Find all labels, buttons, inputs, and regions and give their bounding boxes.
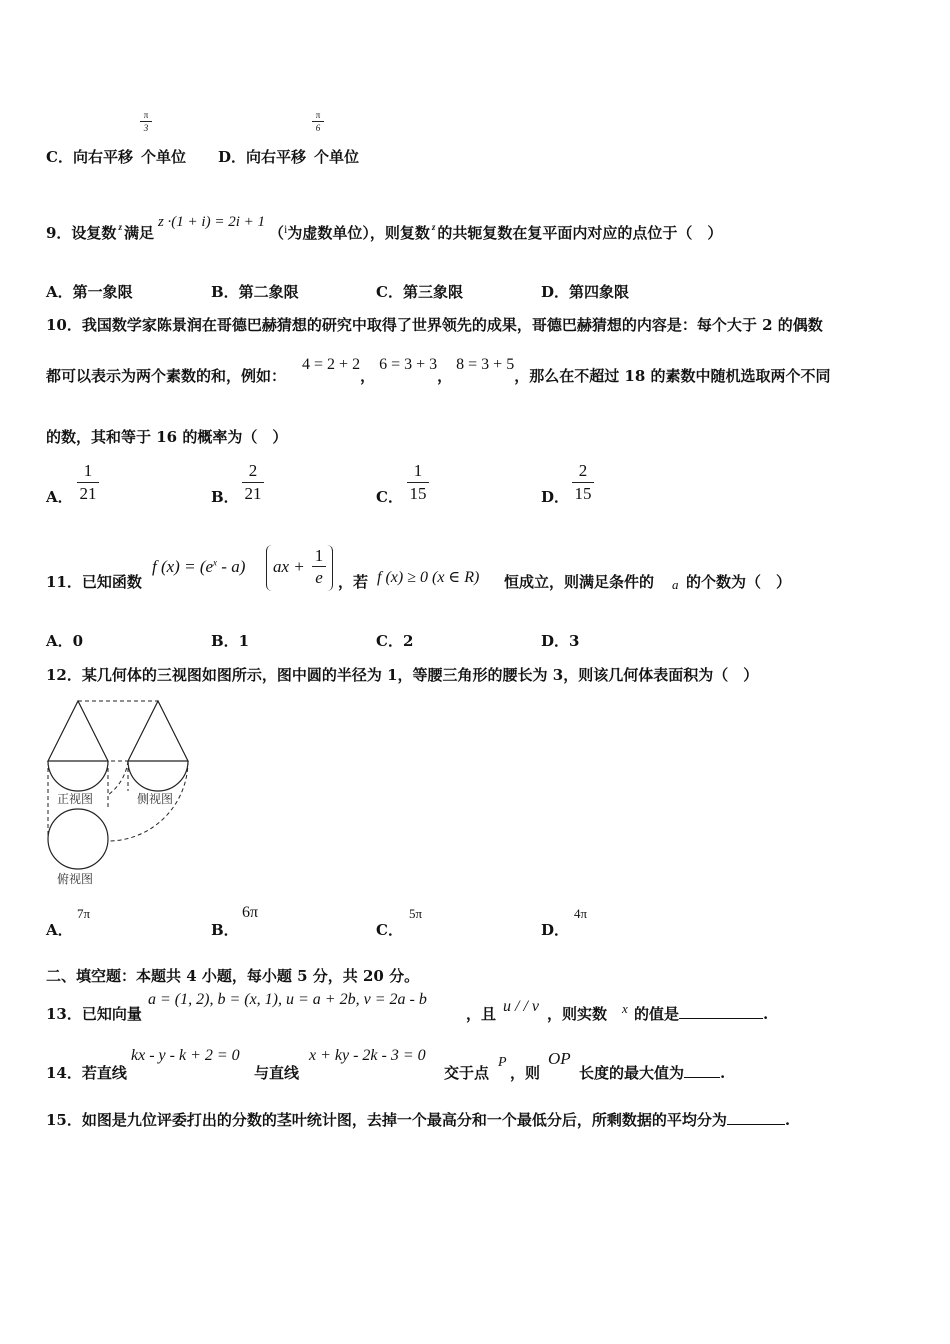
q10-line-1: 10．我国数学家陈景润在哥德巴赫猜想的研究中取得了世界领先的成果，哥德巴赫猜想的内容是：每个大于 2 的偶数 xyxy=(46,316,823,334)
q10-option-c-label: C． xyxy=(376,488,403,506)
q11-option-c: C．2 xyxy=(376,632,414,650)
q14-line-2: x + ky - 2k - 3 = 0 xyxy=(309,1047,426,1064)
q12-option-a-label: A． xyxy=(46,921,73,939)
q10-option-b-fraction xyxy=(242,461,264,504)
q8-option-c xyxy=(46,146,186,167)
q10-line2-prefix: 都可以表示为两个素数的和，例如： xyxy=(46,367,287,385)
fraction-denominator: 15 xyxy=(574,484,592,503)
option-d-text: D．向右平移 xyxy=(218,148,307,166)
q10-example-3: 8 = 3 + 5 xyxy=(456,356,515,373)
q14-answer-blank[interactable] xyxy=(684,1077,720,1078)
q12-text: 12．某几何体的三视图如图所示，图中圆的半径为 1，等腰三角形的腰长为 3，则该几何体表面积为（ ） xyxy=(46,666,759,684)
q11-condition-prefix: ，若 xyxy=(338,573,369,591)
dashed-projection-arc-inner xyxy=(108,761,128,795)
q11-end: 的个数为（ ） xyxy=(686,573,792,591)
q15-end: . xyxy=(784,1111,791,1129)
top-view-circle xyxy=(48,809,108,869)
q10-option-b-label: B． xyxy=(211,488,239,506)
fraction-numerator: π xyxy=(143,110,149,120)
front-view-triangle xyxy=(48,701,108,761)
q11-prefix: 11．已知函数 xyxy=(46,573,142,591)
q9-imag-unit: i xyxy=(284,222,288,236)
q12-option-c-value: 5π xyxy=(409,906,423,921)
q11-function-lhs xyxy=(152,557,245,577)
q14-prefix: 14．若直线 xyxy=(46,1064,127,1082)
side-view-triangle xyxy=(128,701,188,761)
fraction-numerator: 1 xyxy=(83,461,93,480)
q11-one-over-e xyxy=(312,546,326,587)
q14-mid: 与直线 xyxy=(254,1064,300,1082)
q10-line-3: 的数，其和等于 16 的概率为（ ） xyxy=(46,428,288,446)
q12-option-b-value: 6π xyxy=(242,904,259,921)
fraction-pi-over-3 xyxy=(140,110,152,133)
q14-suffix-text: 长度的最大值为 xyxy=(579,1064,685,1082)
q9-var-z: z xyxy=(118,222,122,232)
q14-mid2: 交于点 xyxy=(444,1064,490,1082)
q14-suffix xyxy=(579,1062,725,1083)
q10-option-a-label: A． xyxy=(46,488,73,506)
q13-mid2: ，则实数 xyxy=(547,1005,608,1023)
q12-option-a-value: 7π xyxy=(77,906,91,921)
q9-option-c: C．第三象限 xyxy=(376,283,463,301)
q13-prefix: 13．已知向量 xyxy=(46,1005,142,1023)
q12-option-b-label: B． xyxy=(211,921,239,939)
q14-line-1: kx - y - k + 2 = 0 xyxy=(131,1047,240,1064)
q11-exponent: x xyxy=(213,557,218,568)
q15-text: 15．如图是九位评委打出的分数的茎叶统计图，去掉一个最高分和一个最低分后，所剩数据的平均分为 xyxy=(46,1111,727,1129)
q9-note: 为虚数单位），则复数 xyxy=(287,224,430,242)
fraction-denominator: 21 xyxy=(244,484,262,503)
fraction-denominator: 3 xyxy=(143,123,149,133)
fraction-denominator: 21 xyxy=(79,484,97,503)
fraction-denominator: 15 xyxy=(409,484,427,503)
q13-mid: ，且 xyxy=(466,1005,497,1023)
q13-var-x: x xyxy=(622,1001,628,1016)
q15-answer-blank[interactable] xyxy=(727,1124,785,1125)
q13-suffix xyxy=(634,1003,768,1024)
q12-option-d-value: 4π xyxy=(574,906,588,921)
q8-option-d xyxy=(218,146,359,167)
q9-var-z2: z xyxy=(431,222,436,232)
q13-suffix-text: 的值是 xyxy=(634,1005,680,1023)
q11-suffix: 恒成立，则满足条件的 xyxy=(504,573,655,591)
fraction-pi-over-6 xyxy=(312,110,324,133)
q13-vectors: a = (1, 2), b = (x, 1), u = a + 2b, v = 2a - b xyxy=(148,991,427,1008)
q11-paren-text: ax + xyxy=(273,557,305,576)
q9-prefix: 9．设复数 xyxy=(46,224,117,242)
fraction-denominator: 6 xyxy=(315,123,321,133)
q14-end: . xyxy=(720,1064,726,1082)
q13-parallel: u / / v xyxy=(503,998,539,1015)
option-c-unit: 个单位 xyxy=(140,148,186,166)
q10-option-a-fraction xyxy=(77,461,99,504)
q9-option-d: D．第四象限 xyxy=(541,283,630,301)
q10-option-d-label: D． xyxy=(541,488,570,506)
q9-equation: z ·(1 + i) = 2i + 1 xyxy=(157,214,265,230)
q9-option-b: B．第二象限 xyxy=(211,283,299,301)
option-c-text: C．向右平移 xyxy=(46,148,133,166)
q14-point-p: P xyxy=(498,1055,507,1070)
q11-option-b: B．1 xyxy=(211,632,250,650)
q12-option-c-label: C． xyxy=(376,921,403,939)
label-front-view: 正视图 xyxy=(57,792,94,806)
q14-mid3: ，则 xyxy=(510,1064,541,1082)
fraction-denominator: e xyxy=(315,568,323,587)
q9-mid: 满足 xyxy=(123,224,154,242)
q13-end: . xyxy=(763,1005,769,1023)
fraction-numerator: 2 xyxy=(248,461,258,480)
q9-option-a: A．第一象限 xyxy=(46,283,133,301)
q10-option-d-fraction xyxy=(572,461,594,504)
q11-option-d: D．3 xyxy=(541,632,580,650)
question-9: 9．设复数 $^z$ 满足z ·(1 + i) = 2i + 1（$^i$为虚数单位），则复数 $^z$ 的共轭复数在复平面内对应的点位于（ ） xyxy=(46,214,723,242)
front-view-semicircle xyxy=(48,761,108,791)
option-d-unit: 个单位 xyxy=(314,148,360,166)
fraction-numerator: 1 xyxy=(314,546,324,565)
question-15 xyxy=(46,1109,790,1130)
fraction-numerator: 2 xyxy=(578,461,588,480)
q11-option-a: A．0 xyxy=(46,632,84,650)
q10-option-c-fraction xyxy=(407,461,429,504)
q9-suffix: 的共轭复数在复平面内对应的点位于（ ） xyxy=(437,224,723,242)
label-side-view: 侧视图 xyxy=(137,792,174,806)
side-view-semicircle xyxy=(128,761,188,791)
q10-line2-suffix: ，那么在不超过 18 的素数中随机选取两个不同 xyxy=(514,367,831,385)
label-top-view: 俯视图 xyxy=(57,872,94,886)
q10-example-1: 4 = 2 + 2 xyxy=(302,356,361,373)
q11-condition: f (x) ≥ 0 (x ∈ R) xyxy=(377,569,480,586)
fraction-numerator: π xyxy=(315,110,321,120)
fraction-numerator: 1 xyxy=(413,461,423,480)
section-2-title: 二、填空题：本题共 4 小题，每小题 5 分，共 20 分。 xyxy=(46,967,420,985)
q11-var-a: a xyxy=(672,577,679,592)
q10-example-2: 6 = 3 + 3 xyxy=(379,356,438,373)
q13-answer-blank[interactable] xyxy=(679,1018,763,1019)
q11-function-mid: - a) xyxy=(217,557,246,576)
q12-option-d-label: D． xyxy=(541,921,570,939)
q10-line-2: 都可以表示为两个素数的和，例如：4 = 2 + 2，6 = 3 + 3，8 = 3 + 5，那么在不超过 18 的素数中随机选取两个不同 xyxy=(46,356,831,385)
q11-function-text: f (x) = (e xyxy=(152,557,214,576)
q14-segment-op: OP xyxy=(548,1049,571,1068)
